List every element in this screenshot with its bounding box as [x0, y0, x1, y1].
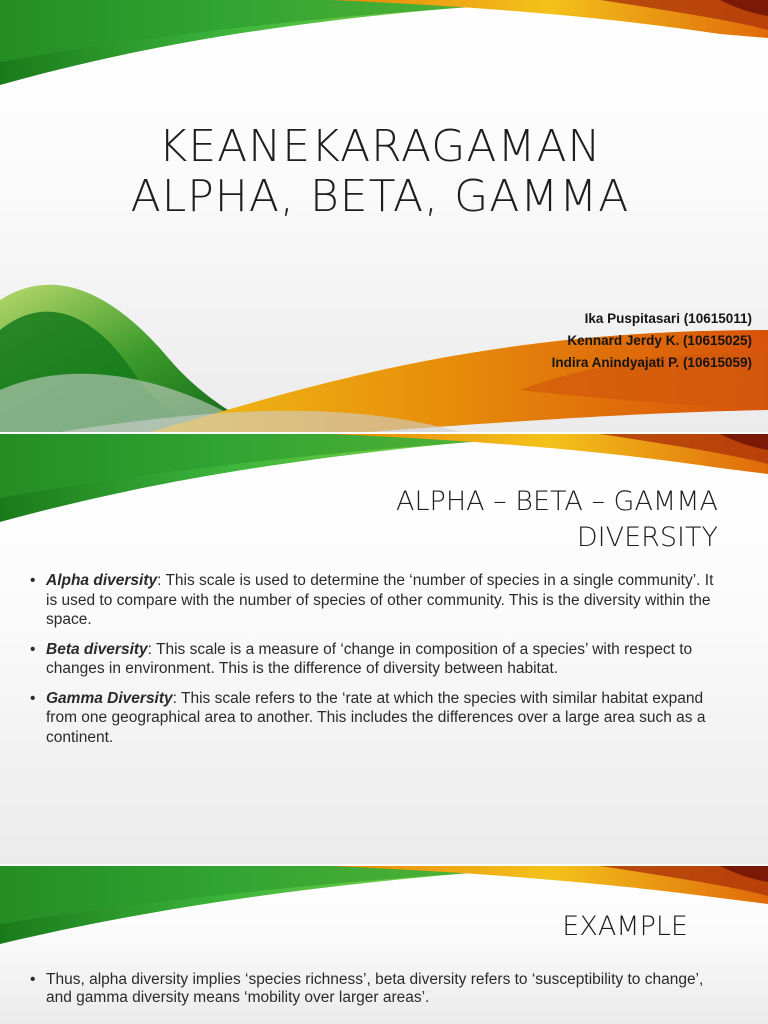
content-slide-diversity — [0, 434, 768, 864]
bullet-text: : This scale refers to the ‘rate at which the species with similar habitat expand from one geographical area to another. This includes the differences over a large area such as a continent. — [46, 689, 706, 746]
content-slide-example — [0, 866, 768, 1024]
bullet-term: Alpha diversity — [46, 572, 158, 589]
title-slide — [0, 0, 768, 432]
bullet-list — [30, 571, 726, 757]
bullet-marker: • — [30, 572, 36, 589]
bullet-beta — [30, 640, 726, 679]
bullet-marker: • — [30, 689, 36, 707]
bullet-marker: • — [30, 640, 36, 658]
author-3: Indira Anindyajati P. (10615059) — [551, 355, 752, 370]
bullet-text: : This scale is used to determine the ‘number of species in a single community’. It is used to compare with the number of species of other community. This is the diversity within the space. — [46, 572, 714, 628]
example-text: Thus, alpha diversity implies ‘species richness’, beta diversity refers to ‘susceptibility to change’, and gamma diversity means ‘mobility over larger areas’. — [46, 971, 704, 1006]
bullet-text: : This scale is a measure of ‘change in composition of a species’ with respect to changes in environment. This is the difference of diversity between habitat. — [46, 640, 693, 677]
slide-title — [60, 122, 700, 222]
example-paragraph — [30, 971, 732, 1007]
slide-title: EXAMPLE — [562, 911, 688, 942]
bullet-marker: • — [30, 971, 36, 988]
bullet-term: Gamma Diversity — [46, 689, 173, 707]
title-line-1: ALPHA – BETA – GAMMA — [396, 486, 718, 517]
author-1: Ika Puspitasari (10615011) — [584, 311, 752, 326]
title-line-2: ALPHA, BETA, GAMMA — [130, 171, 630, 222]
slide-title — [396, 484, 718, 556]
bullet-term: Beta diversity — [46, 640, 148, 658]
bullet-gamma — [30, 689, 726, 748]
author-list — [552, 308, 752, 374]
author-2: Kennard Jerdy K. (10615025) — [567, 333, 752, 348]
title-line-2: DIVERSITY — [576, 522, 718, 553]
title-line-1: KEANEKARAGAMAN — [158, 121, 602, 172]
bullet-alpha — [30, 571, 726, 630]
